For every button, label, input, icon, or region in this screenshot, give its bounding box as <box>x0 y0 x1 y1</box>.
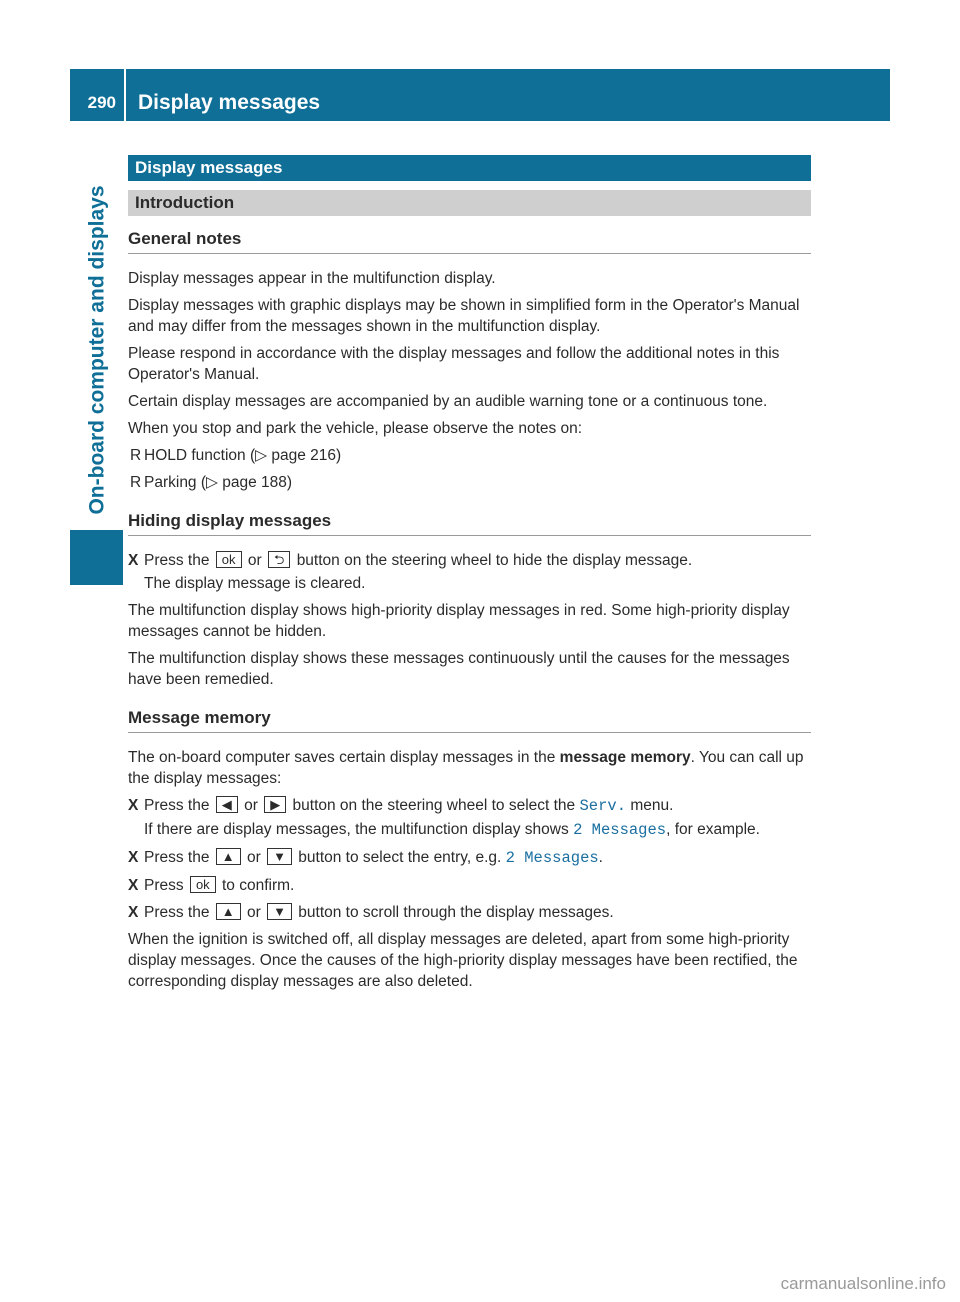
step-arrow-icon: X <box>128 797 139 814</box>
step-text: or <box>246 849 261 866</box>
step-text: Press the <box>144 797 210 814</box>
step-text: menu. <box>630 797 674 814</box>
paragraph: Certain display messages are accompanied by an audible warning tone or a continuous tone. <box>128 393 768 410</box>
bullet-icon: R <box>130 447 142 464</box>
step-result <box>128 819 811 841</box>
instruction-step <box>128 847 811 869</box>
step-arrow-icon: X <box>128 877 139 894</box>
step-text: , for example. <box>666 821 760 838</box>
section-title: Display messages <box>128 155 811 181</box>
paragraph: The multifunction display shows these messages continuously until the causes for the messages have been remedied. <box>128 650 790 688</box>
step-text: button on the steering wheel to hide the display message. <box>296 552 693 569</box>
instruction-step <box>128 550 811 571</box>
step-arrow-icon: X <box>128 552 139 569</box>
step-result: The display message is cleared. <box>144 575 366 592</box>
right-key-icon: ▶ <box>264 796 286 813</box>
up-key-icon: ▲ <box>216 903 241 920</box>
paragraph: Display messages appear in the multifunction display. <box>128 270 496 287</box>
step-text: button to select the entry, e.g. <box>298 849 502 866</box>
paragraph: When the ignition is switched off, all display messages are deleted, apart from some high-priority display messages. Once the causes of the high-priority display messages have been rectified, the corresponding display messages are also deleted. <box>128 931 798 990</box>
instruction-step <box>128 902 811 923</box>
heading-message-memory: Message memory <box>128 708 811 733</box>
instruction-step <box>128 795 811 817</box>
list-item-text: Parking (▷ page 188) <box>144 474 293 491</box>
side-tab-label-wrap <box>72 160 124 540</box>
list-item-text: HOLD function (▷ page 216) <box>144 447 342 464</box>
down-key-icon: ▼ <box>267 903 292 920</box>
down-key-icon: ▼ <box>267 848 292 865</box>
display-text: 2 Messages <box>505 849 599 867</box>
page-header <box>70 69 890 121</box>
side-tab-label: On-board computer and displays <box>86 185 109 515</box>
step-text: to confirm. <box>221 877 295 894</box>
text: . You can call up the display messages: <box>128 749 804 787</box>
list-item <box>128 445 811 466</box>
paragraph: The multifunction display shows high-priority display messages in red. Some high-priority display messages cannot be hidden. <box>128 602 790 640</box>
step-text: Press the <box>144 904 210 921</box>
heading-hiding: Hiding display messages <box>128 511 811 536</box>
step-text: button on the steering wheel to select the <box>292 797 576 814</box>
step-arrow-icon: X <box>128 849 139 866</box>
bold-text: message memory <box>559 749 691 766</box>
list-item <box>128 472 811 493</box>
page-number: 290 <box>87 93 116 112</box>
paragraph: Please respond in accordance with the display messages and follow the additional notes in this Operator's Manual. <box>128 345 780 383</box>
paragraph: Display messages with graphic displays may be shown in simplified form in the Operator's Manual and may differ from the messages shown in the multifunction display. <box>128 297 800 335</box>
back-key-icon: ⮌ <box>268 551 290 568</box>
display-text: Serv. <box>579 797 626 815</box>
paragraph: When you stop and park the vehicle, please observe the notes on: <box>128 420 583 437</box>
subsection-title: Introduction <box>128 190 811 216</box>
side-tab-marker <box>70 530 123 585</box>
header-title: Display messages <box>138 91 321 114</box>
heading-general-notes: General notes <box>128 229 811 254</box>
ok-key-icon: ok <box>216 551 242 568</box>
step-text: Press the <box>144 552 210 569</box>
up-key-icon: ▲ <box>216 848 241 865</box>
paragraph <box>128 747 811 789</box>
step-text: Press the <box>144 849 210 866</box>
step-text: If there are display messages, the multifunction display shows <box>144 821 569 838</box>
step-text: . <box>598 849 603 866</box>
ok-key-icon: ok <box>190 876 216 893</box>
step-text: or <box>246 904 261 921</box>
bullet-icon: R <box>130 474 142 491</box>
left-key-icon: ◀ <box>216 796 238 813</box>
step-text: button to scroll through the display messages. <box>298 904 614 921</box>
text: The on-board computer saves certain display messages in the <box>128 749 556 766</box>
step-text: or <box>244 797 258 814</box>
step-arrow-icon: X <box>128 904 139 921</box>
instruction-step <box>128 875 811 896</box>
display-text: 2 Messages <box>573 821 667 839</box>
page-content <box>128 155 811 992</box>
step-text: Press <box>144 877 184 894</box>
step-text: or <box>247 552 262 569</box>
watermark: carmanualsonline.info <box>780 1274 946 1293</box>
